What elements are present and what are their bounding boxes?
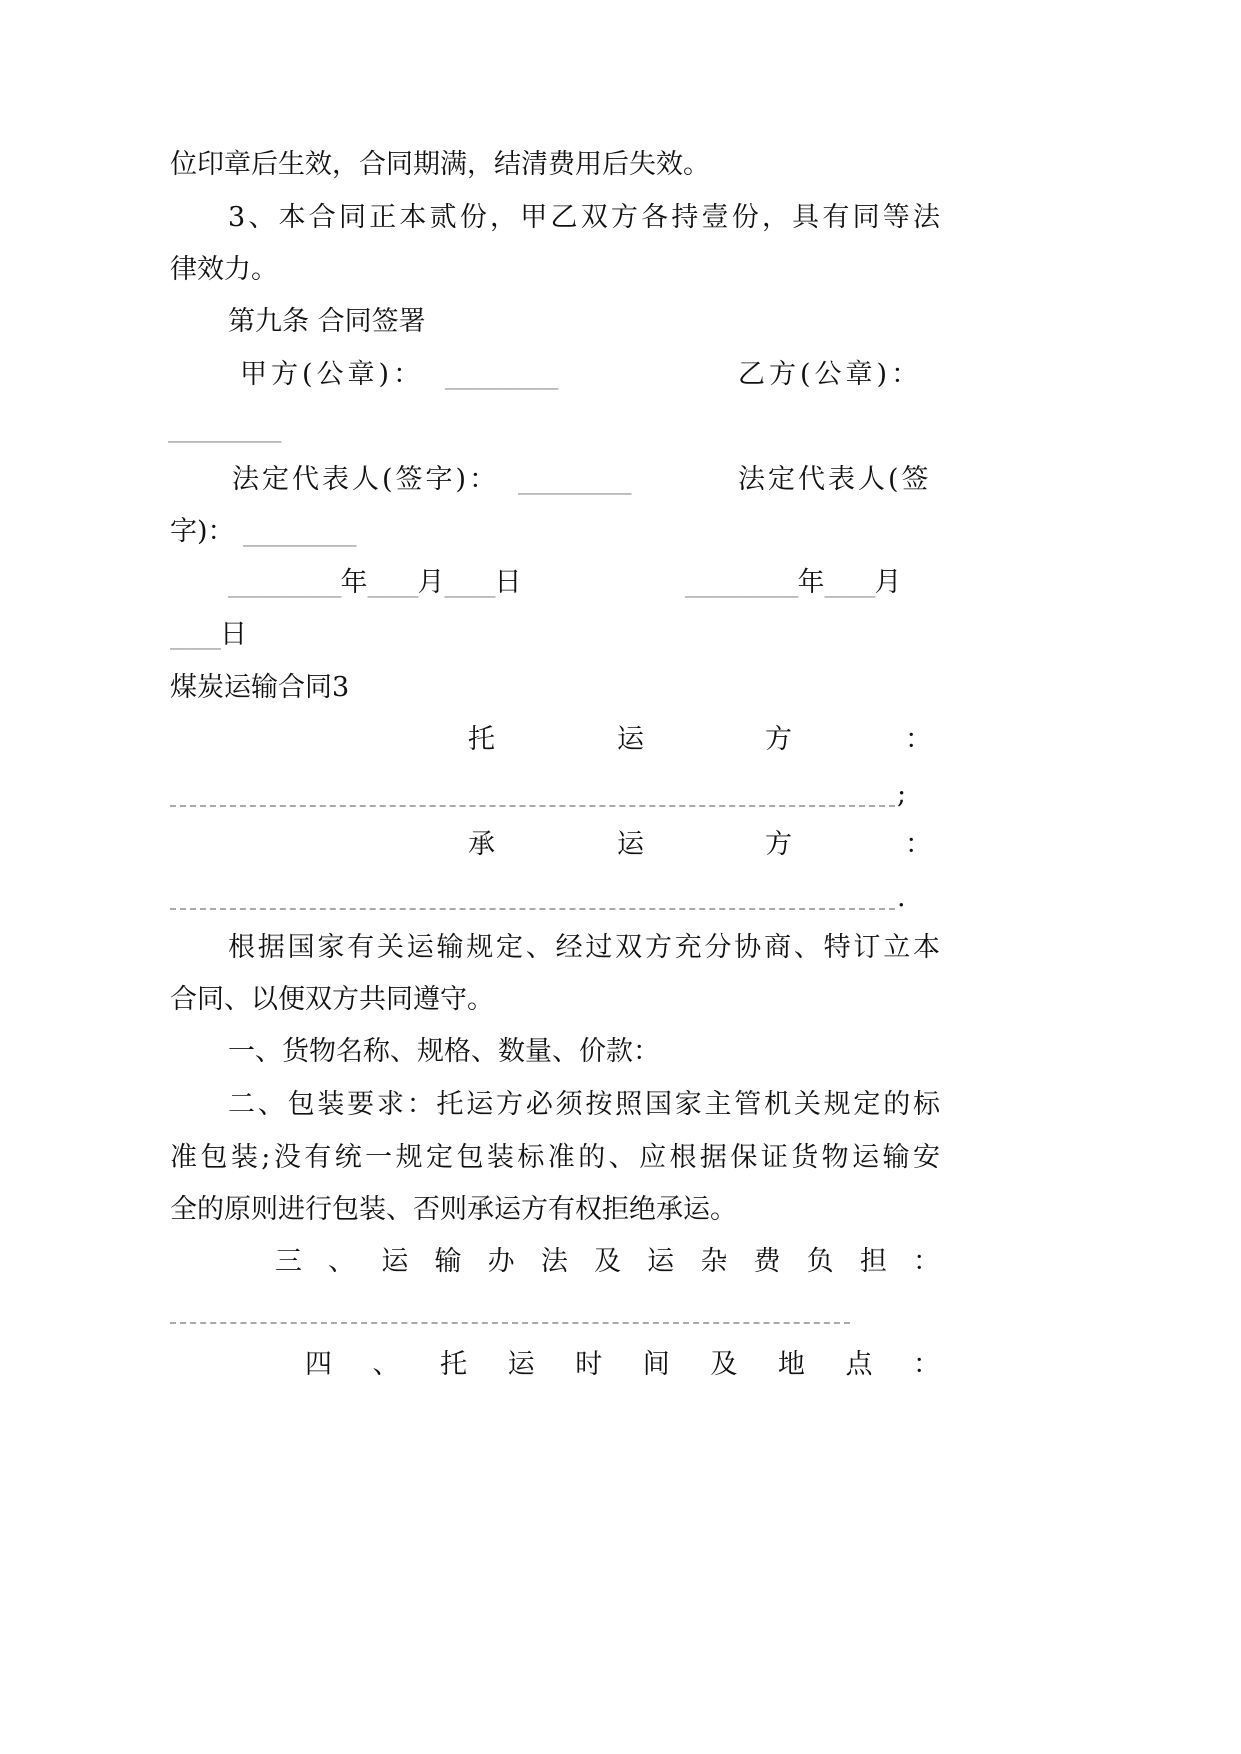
paragraph-line: 全的原则进行包装、否则承运方有权拒绝承运。: [170, 1194, 737, 1225]
article-heading: 第九条 合同签署: [228, 306, 426, 337]
party-b-seal-label: 乙方(公章)：: [738, 359, 923, 390]
section-heading: 四、托运时间及地点：: [305, 1349, 940, 1380]
year-blank[interactable]: _________: [228, 567, 341, 598]
party-b-seal-blank[interactable]: _________: [168, 412, 281, 443]
paragraph-line: 律效力。: [170, 254, 278, 285]
paragraph-line: 根据国家有关运输规定、经过双方充分协商、特订立本: [228, 932, 940, 963]
rep-b-blank[interactable]: _________: [243, 516, 356, 547]
year-label: 年: [797, 567, 825, 598]
party-a-seal-label: 甲方(公章)：: [240, 359, 425, 390]
semicolon: ;: [897, 779, 907, 810]
section-heading: 一、货物名称、规格、数量、价款：: [228, 1036, 660, 1067]
rep-b-label: 法定代表人(签: [738, 464, 932, 495]
rep-a-label: 法定代表人(签字)：: [232, 464, 500, 495]
carrier-char: 承: [468, 829, 495, 860]
month-label: 月: [417, 567, 445, 598]
party-a-seal-blank[interactable]: _________: [445, 359, 558, 390]
year-label: 年: [340, 567, 368, 598]
paragraph-line: 准包装;没有统一规定包装标准的、应根据保证货物运输安: [170, 1142, 940, 1173]
shipper-char: 方: [765, 724, 792, 755]
rep-a-blank[interactable]: _________: [518, 464, 631, 495]
rep-b-label-cont: 字)：: [170, 516, 235, 547]
shipper-char: 托: [468, 724, 495, 755]
contract-title: 煤炭运输合同3: [170, 672, 350, 703]
paragraph-line: 位印章后生效，合同期满，结清费用后失效。: [170, 149, 710, 180]
carrier-char: 运: [617, 829, 644, 860]
month-blank[interactable]: ____: [824, 567, 875, 598]
day-label: 日: [220, 619, 247, 650]
shipper-blank[interactable]: [170, 805, 895, 807]
day-blank[interactable]: ____: [170, 619, 220, 650]
date-b-cont: [170, 618, 247, 652]
month-label: 月: [874, 567, 902, 598]
carrier-char: ：: [905, 829, 932, 860]
paragraph-line: 二、包装要求：托运方必须按照国家主管机关规定的标: [228, 1089, 940, 1120]
day-label: 日: [494, 567, 522, 598]
day-blank[interactable]: ____: [444, 567, 495, 598]
period: .: [897, 882, 906, 913]
section-heading: 三、运输办法及运杂费负担：: [275, 1246, 940, 1277]
transport-method-blank[interactable]: [170, 1322, 850, 1324]
date-a: [228, 566, 522, 600]
date-b: [685, 566, 902, 600]
carrier-char: 方: [765, 829, 792, 860]
month-blank[interactable]: ____: [367, 567, 418, 598]
shipper-char: ：: [905, 724, 932, 755]
carrier-blank[interactable]: [170, 908, 895, 910]
shipper-char: 运: [617, 724, 644, 755]
year-blank[interactable]: _________: [685, 567, 798, 598]
paragraph-line: 3、本合同正本贰份，甲乙双方各持壹份，具有同等法: [228, 202, 940, 233]
paragraph-line: 合同、以便双方共同遵守。: [170, 984, 494, 1015]
